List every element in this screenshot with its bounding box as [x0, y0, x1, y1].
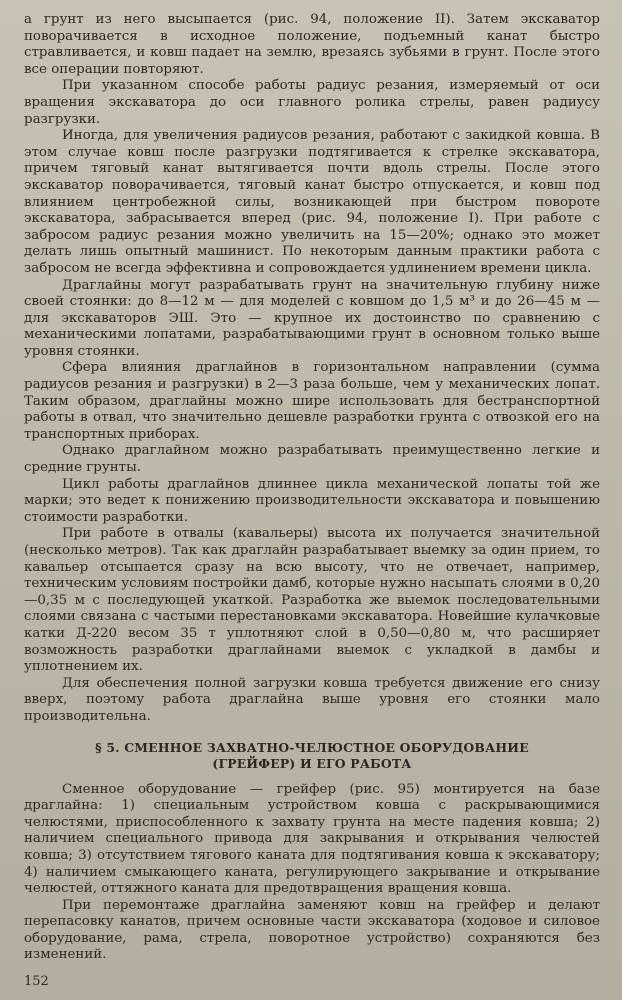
paragraph: Драглайны могут разрабатывать грунт на значительную глубину ниже своей стоянки: до 8—12 м — для моделей с ковшом до 1,5 м³ и до 26—45 м — для экскаваторов ЭШ. Это — крупное их достоинство по сравнению с механическими лопатами, разрабатывающими грунт в основном только выше уровня стоянки.: [24, 277, 600, 359]
paragraph: Иногда, для увеличения радиусов резания, работают с закидкой ковша. В этом случае ковш после разгрузки подтягивается к стрелке экскаватора, причем тяговый канат вытягивается почти вдоль стрелы. После этого экскаватор поворачивается, тяговый канат быстро отпускается, и ковш под влиянием центробежной силы, возникающей при быстром повороте экскаватора, забрасывается вперед (рис. 94, положение I). При работе с забросом радиус резания можно увеличить на 15—20%; однако это может делать лишь опытный машинист. По некоторым данным практики работа с забросом не всегда эффективна и сопровождается удлинением времени цикла.: [24, 128, 600, 276]
paragraph: Сменное оборудование — грейфер (рис. 95) монтируется на базе драглайна: 1) специальным устройством ковша с раскрывающимися челюстями, приспособленного к захвату грунта на месте падения ковша; 2) наличием специального привода для закрывания и открывания челюстей ковша; 3) отсутствием тягового каната для подтягивания ковша к экскаватору; 4) наличием смыкающего каната, регулирующего закрывание и открывание челюстей, оттяжного каната для предотвращения вращения ковша.: [24, 781, 600, 897]
paragraph: При работе в отвалы (кавальеры) высота их получается значительной (несколько метров). Так как драглайн разрабатывает выемку за один прием, то кавальер отсыпается сразу на всю высоту, что не отвечает, например, техническим условиям постройки дамб, которые нужно насыпать слоями в 0,20—0,35 м с последующей укаткой. Разработка же выемок последовательными слоями связана с частыми перестановками экскаватора. Новейшие кулачковые катки Д-220 весом 35 т уплотняют слой в 0,50—0,80 м, что расширяет возможность разработки драглайнами выемок с укладкой в дамбы и уплотнением их.: [24, 526, 600, 675]
section-heading-line-1: § 5. СМЕННОЕ ЗАХВАТНО-ЧЕЛЮСТНОЕ ОБОРУДОВАНИЕ: [95, 739, 529, 755]
paragraph: При перемонтаже драглайна заменяют ковш на грейфер и делают перепасовку канатов, причем основные части экскаватора (ходовое и силовое оборудование, рама, стрела, поворотное устройство) сохраняются без изменений.: [24, 897, 600, 963]
page-number: 152: [24, 974, 49, 989]
body-text-top: [24, 12, 600, 726]
paragraph: Цикл работы драглайнов длиннее цикла механической лопаты той же марки; это ведет к понижению производительности экскаватора и повышению стоимости разработки.: [24, 476, 600, 525]
section-heading: [24, 740, 600, 772]
paragraph: Сфера влияния драглайнов в горизонтальном направлении (сумма радиусов резания и разгрузки) в 2—3 раза больше, чем у механических лопат. Таким образом, драглайны можно шире использовать для бестранспортной работы в отвал, что значительно дешевле разработки грунта с отвозкой его на транспортных приборах.: [24, 360, 600, 442]
body-text-bottom: [24, 782, 600, 965]
paragraph: а грунт из него высыпается (рис. 94, положение II). Затем экскаватор поворачивается в исходное положение, подъемный канат быстро стравливается, и ковш падает на землю, врезаясь зубьями в грунт. После этого все операции повторяют.: [24, 12, 600, 77]
paragraph: Для обеспечения полной загрузки ковша требуется движение его снизу вверх, поэтому работа драглайна выше уровня его стоянки мало производительна.: [24, 675, 600, 724]
paragraph: Однако драглайном можно разрабатывать преимущественно легкие и средние грунты.: [24, 443, 600, 476]
paragraph: При указанном способе работы радиус резания, измеряемый от оси вращения экскаватора до оси главного ролика стрелы, равен радиусу разгрузки.: [24, 78, 600, 127]
section-heading-line-2: (ГРЕЙФЕР) И ЕГО РАБОТА: [212, 755, 412, 771]
